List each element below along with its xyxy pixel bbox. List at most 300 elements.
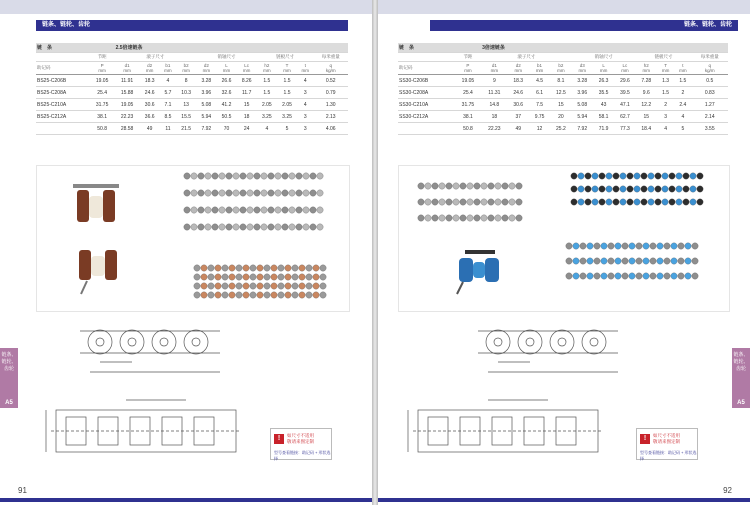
table-cell: 15	[237, 99, 257, 111]
chain-link	[648, 186, 654, 192]
chain-link	[601, 258, 607, 264]
table-cell: 1.27	[692, 99, 728, 111]
chain-link	[467, 215, 473, 221]
model-code: SS30-C206B	[398, 75, 455, 87]
chain-link	[271, 292, 277, 298]
steel-chain-photo	[184, 173, 323, 230]
table-cell: 18.3	[140, 75, 160, 87]
chain-link	[664, 273, 670, 279]
chain-link	[502, 215, 508, 221]
table-cell: 39.5	[614, 87, 635, 99]
chain-link	[488, 215, 494, 221]
table-cell: 31.75	[90, 99, 115, 111]
chain-link	[198, 173, 204, 179]
chain-link	[516, 215, 522, 221]
chain-link	[641, 186, 647, 192]
chain-link	[669, 199, 675, 205]
table-cell: 6.1	[529, 87, 550, 99]
table-cell: 3.25	[277, 111, 297, 123]
chain-link	[243, 292, 249, 298]
table-cell: 49	[508, 123, 529, 135]
table-cell: 26.6	[216, 75, 236, 87]
chain-link	[247, 173, 253, 179]
table-cell: 1.5	[257, 87, 277, 99]
chain-link	[313, 265, 319, 271]
chain-link	[678, 243, 684, 249]
chain-link	[222, 292, 228, 298]
chain-link	[592, 199, 598, 205]
chain-link	[467, 199, 473, 205]
chain-link	[264, 292, 270, 298]
chain-link	[240, 190, 246, 196]
table-cell: 8	[176, 75, 196, 87]
chain-link	[566, 273, 572, 279]
chain-link	[671, 258, 677, 264]
chain-link	[474, 215, 480, 221]
table-cell: 28.58	[115, 123, 140, 135]
chain-link	[613, 173, 619, 179]
right-page	[378, 0, 750, 505]
chain-link	[215, 274, 221, 280]
chain-link	[233, 173, 239, 179]
row-label: 助记码	[398, 62, 455, 75]
chain-link	[296, 224, 302, 230]
chain-link	[439, 183, 445, 189]
group-plate: 链板尺寸	[257, 53, 314, 62]
column-symbol: Lc mm	[614, 62, 635, 75]
roller-module-photo	[73, 184, 119, 294]
chain-link	[495, 199, 501, 205]
chain-link	[303, 190, 309, 196]
chain-link	[205, 173, 211, 179]
side-view-drawing	[60, 317, 260, 387]
table-cell: 8.26	[237, 75, 257, 87]
table-cell: 7.5	[529, 99, 550, 111]
chain-link	[594, 273, 600, 279]
chain-link	[250, 274, 256, 280]
chain-link	[488, 199, 494, 205]
table-cell: 7.92	[572, 123, 593, 135]
chain-link	[257, 283, 263, 289]
chain-link	[261, 207, 267, 213]
chain-link	[275, 173, 281, 179]
table-cell: 5	[277, 123, 297, 135]
chain-link	[205, 190, 211, 196]
chain-link	[571, 186, 577, 192]
chain-link	[317, 224, 323, 230]
section-header: 链条、链轮、齿轮	[36, 20, 348, 31]
column-symbol: Lc mm	[237, 62, 257, 75]
column-symbol: T mm	[657, 62, 674, 75]
model-code: SS30-C208A	[398, 87, 455, 99]
table-cell: 2.05	[277, 99, 297, 111]
table-cell: 36.6	[140, 111, 160, 123]
chain-link	[690, 186, 696, 192]
chain-link	[592, 186, 598, 192]
chain-link	[627, 186, 633, 192]
table-cell: 50.8	[455, 123, 481, 135]
custom-notice	[270, 428, 332, 460]
table-cell: 3.28	[196, 75, 216, 87]
chain-link	[236, 292, 242, 298]
notice-text: 如尺寸不适用 敬请来图定制	[287, 433, 314, 444]
table-cell: 19.05	[115, 99, 140, 111]
notice-link: 型号查看链接：助记码 + 形状选择	[274, 450, 331, 461]
chain-link	[650, 273, 656, 279]
chain-link	[692, 258, 698, 264]
table-cell: 7.1	[160, 99, 176, 111]
chain-link	[657, 258, 663, 264]
chain-link	[303, 173, 309, 179]
table-cell: 5.94	[196, 111, 216, 123]
chain-link	[278, 283, 284, 289]
chain-link	[205, 207, 211, 213]
table-cell: 0.79	[313, 87, 348, 99]
chain-link	[289, 190, 295, 196]
chain-link	[671, 273, 677, 279]
table-row	[398, 75, 728, 87]
chain-link	[236, 265, 242, 271]
group-weight: 每米重量	[692, 53, 728, 62]
product-photos	[398, 165, 730, 312]
chain-link	[432, 183, 438, 189]
chain-link	[446, 199, 452, 205]
table-cell: 1.5	[657, 87, 674, 99]
chain-link	[226, 190, 232, 196]
alert-icon: !	[274, 434, 284, 444]
table-cell: 24	[237, 123, 257, 135]
chain-link	[299, 265, 305, 271]
chain-link	[655, 173, 661, 179]
table-cell: 43	[593, 99, 614, 111]
chain-link	[261, 190, 267, 196]
table-cell: 1.5	[257, 75, 277, 87]
table-cell: 3.28	[572, 75, 593, 87]
table-cell: 12	[529, 123, 550, 135]
chain-link	[636, 258, 642, 264]
chain-link	[205, 224, 211, 230]
table-cell: 15.88	[115, 87, 140, 99]
chain-link	[320, 265, 326, 271]
chain-link	[446, 215, 452, 221]
chain-link	[264, 265, 270, 271]
table-cell: 4	[257, 123, 277, 135]
table-cell: 5.08	[572, 99, 593, 111]
table-cell: 49	[140, 123, 160, 135]
table-cell: 4	[674, 111, 691, 123]
table-cell: 8.5	[160, 111, 176, 123]
chain-link	[254, 173, 260, 179]
chain-link	[662, 173, 668, 179]
table-cell: 22.23	[115, 111, 140, 123]
chain-link	[685, 243, 691, 249]
chain-link	[669, 173, 675, 179]
chain-link	[655, 186, 661, 192]
column-symbol: t mm	[297, 62, 313, 75]
chain-link	[690, 173, 696, 179]
chain-link	[201, 274, 207, 280]
table-cell: 11.91	[115, 75, 140, 87]
chain-link	[578, 173, 584, 179]
chain-link	[678, 273, 684, 279]
chain-link	[208, 265, 214, 271]
chain-link	[250, 283, 256, 289]
chain-link	[296, 173, 302, 179]
chain-link	[289, 224, 295, 230]
chain-link	[580, 273, 586, 279]
chain-link	[641, 173, 647, 179]
chain-link	[254, 190, 260, 196]
chain-link	[285, 265, 291, 271]
table-cell: 14.8	[481, 99, 507, 111]
chain-link	[481, 183, 487, 189]
chain-link	[585, 186, 591, 192]
chain-link	[587, 258, 593, 264]
chain-link	[236, 274, 242, 280]
chain-link	[268, 190, 274, 196]
copper-chain-photo	[194, 265, 326, 298]
chain-link	[662, 199, 668, 205]
chain-link	[299, 274, 305, 280]
table-cell: 47.1	[614, 99, 635, 111]
notice-link: 型号查看链接：助记码 + 形状选择	[640, 450, 697, 461]
chain-link	[585, 199, 591, 205]
chain-link	[587, 273, 593, 279]
table-cell: 8.1	[550, 75, 571, 87]
chain-link	[648, 173, 654, 179]
chain-link	[208, 283, 214, 289]
chain-link	[580, 258, 586, 264]
chain-link	[292, 283, 298, 289]
chain-link	[292, 265, 298, 271]
chain-link	[243, 265, 249, 271]
notice-text: 如尺寸不适用 敬请来图定制	[653, 433, 680, 444]
column-symbol: h2 mm	[257, 62, 277, 75]
blue-roller-module-photo	[457, 250, 499, 294]
table-cell: 3.96	[196, 87, 216, 99]
chain-link	[676, 199, 682, 205]
chain-link	[613, 186, 619, 192]
chain-link	[594, 258, 600, 264]
chain-link	[502, 199, 508, 205]
chain-link	[278, 292, 284, 298]
chain-link	[594, 243, 600, 249]
chain-link	[303, 207, 309, 213]
chain-link	[571, 199, 577, 205]
chain-link	[580, 243, 586, 249]
table-cell: 1.3	[657, 75, 674, 87]
top-view-drawing	[36, 395, 256, 470]
table-cell: 7.28	[636, 75, 657, 87]
chain-link	[194, 265, 200, 271]
footer-line	[378, 498, 750, 502]
chain-link	[271, 283, 277, 289]
top-band	[378, 0, 750, 14]
chain-link	[578, 186, 584, 192]
chain-link	[571, 173, 577, 179]
chain-link	[601, 243, 607, 249]
table-cell: 26.3	[593, 75, 614, 87]
table-cell: 25.2	[550, 123, 571, 135]
table-cell: 4.5	[529, 75, 550, 87]
table-cell: 9.75	[529, 111, 550, 123]
chain-link	[432, 199, 438, 205]
footer-line	[0, 498, 372, 502]
chain-link	[261, 224, 267, 230]
chain-link	[268, 224, 274, 230]
table-cell: 5.94	[572, 111, 593, 123]
table-cell: 58.1	[593, 111, 614, 123]
chain-link	[650, 243, 656, 249]
chain-link	[474, 183, 480, 189]
column-symbol: d1 mm	[481, 62, 507, 75]
table-cell: 19.05	[90, 75, 115, 87]
chain-link	[278, 274, 284, 280]
table-cell: 3	[297, 111, 313, 123]
model-code: BS25-C210A	[36, 99, 90, 111]
chain-link	[268, 173, 274, 179]
chain-link	[191, 190, 197, 196]
table-row	[36, 75, 348, 87]
chain-link	[657, 273, 663, 279]
table-cell: 11	[160, 123, 176, 135]
table-cell: 30.6	[508, 99, 529, 111]
chain-link	[310, 173, 316, 179]
table-cell: 1.5	[674, 75, 691, 87]
chain-link	[219, 224, 225, 230]
chain-link	[664, 258, 670, 264]
table-cell: 0.52	[313, 75, 348, 87]
chain-link	[313, 274, 319, 280]
chain-link	[184, 207, 190, 213]
table-cell: 3.55	[692, 123, 728, 135]
group-pin: 销轴尺寸	[196, 53, 257, 62]
chain-link	[191, 207, 197, 213]
column-symbol: P mm	[90, 62, 115, 75]
chain-link	[320, 274, 326, 280]
chain-link	[446, 183, 452, 189]
row-label-spacer	[36, 53, 90, 62]
chain-link	[453, 215, 459, 221]
table-cell: 18	[481, 111, 507, 123]
column-symbol: d3 mm	[572, 62, 593, 75]
top-band	[0, 0, 372, 14]
table-cell: 5.08	[196, 99, 216, 111]
chain-link	[622, 243, 628, 249]
side-tab: 链条、链轮、齿轮 A5	[0, 348, 18, 408]
table-cell: 0.5	[692, 75, 728, 87]
chain-link	[219, 190, 225, 196]
chain-link	[278, 265, 284, 271]
chain-link	[320, 292, 326, 298]
table-cell: 41.2	[216, 99, 236, 111]
chain-link	[655, 199, 661, 205]
chain-link	[488, 183, 494, 189]
chain-link	[606, 199, 612, 205]
chain-link	[306, 292, 312, 298]
chain-link	[425, 215, 431, 221]
chain-link	[212, 207, 218, 213]
group-roller: 滚子尺寸	[481, 53, 571, 62]
chain-link	[191, 224, 197, 230]
chain-link	[643, 258, 649, 264]
chain-link	[685, 258, 691, 264]
table-cell: 3.25	[257, 111, 277, 123]
chain-link	[240, 173, 246, 179]
chain-link	[671, 243, 677, 249]
chain-link	[194, 292, 200, 298]
chain-link	[629, 258, 635, 264]
chain-link	[495, 183, 501, 189]
chain-link	[226, 224, 232, 230]
chain-link	[243, 283, 249, 289]
chain-link	[657, 243, 663, 249]
chain-link	[219, 207, 225, 213]
table-cell: 7.92	[196, 123, 216, 135]
chain-link	[643, 273, 649, 279]
alert-icon: !	[640, 434, 650, 444]
chain-link	[198, 224, 204, 230]
table-cell: 9.6	[636, 87, 657, 99]
chain-link	[254, 224, 260, 230]
chain-link	[310, 207, 316, 213]
table-cell: 37	[508, 111, 529, 123]
table-cell: 1.30	[313, 99, 348, 111]
chain-link	[516, 183, 522, 189]
chain-link	[608, 258, 614, 264]
chain-link	[229, 283, 235, 289]
chain-link	[453, 183, 459, 189]
chain-link	[439, 199, 445, 205]
table-cell: 2.14	[692, 111, 728, 123]
chain-link	[585, 173, 591, 179]
chain-photo-svg	[399, 166, 729, 311]
chain-link	[685, 273, 691, 279]
chain-link	[306, 274, 312, 280]
chain-link	[573, 258, 579, 264]
table-title: 链 条	[36, 43, 115, 53]
table-cell: 18.4	[636, 123, 657, 135]
chain-link	[282, 224, 288, 230]
table-cell: 62.7	[614, 111, 635, 123]
table-cell: 2	[657, 99, 674, 111]
chain-link	[233, 190, 239, 196]
chain-link	[690, 199, 696, 205]
table-cell: 18	[237, 111, 257, 123]
chain-link	[608, 273, 614, 279]
chain-link	[271, 265, 277, 271]
chain-link	[678, 258, 684, 264]
chain-link	[208, 292, 214, 298]
model-code	[36, 123, 90, 135]
chain-link	[692, 273, 698, 279]
chain-link	[292, 274, 298, 280]
chain-link	[622, 258, 628, 264]
column-symbol: P mm	[455, 62, 481, 75]
chain-link	[432, 215, 438, 221]
chain-link	[268, 207, 274, 213]
chain-link	[592, 173, 598, 179]
table-cell: 4	[657, 123, 674, 135]
chain-link	[460, 215, 466, 221]
chain-link	[474, 199, 480, 205]
steel-chain-photo	[418, 183, 522, 221]
side-view-drawing	[458, 317, 658, 387]
table-row	[36, 111, 348, 123]
table-cell: 50.5	[216, 111, 236, 123]
chain-link	[495, 215, 501, 221]
chain-link	[247, 190, 253, 196]
